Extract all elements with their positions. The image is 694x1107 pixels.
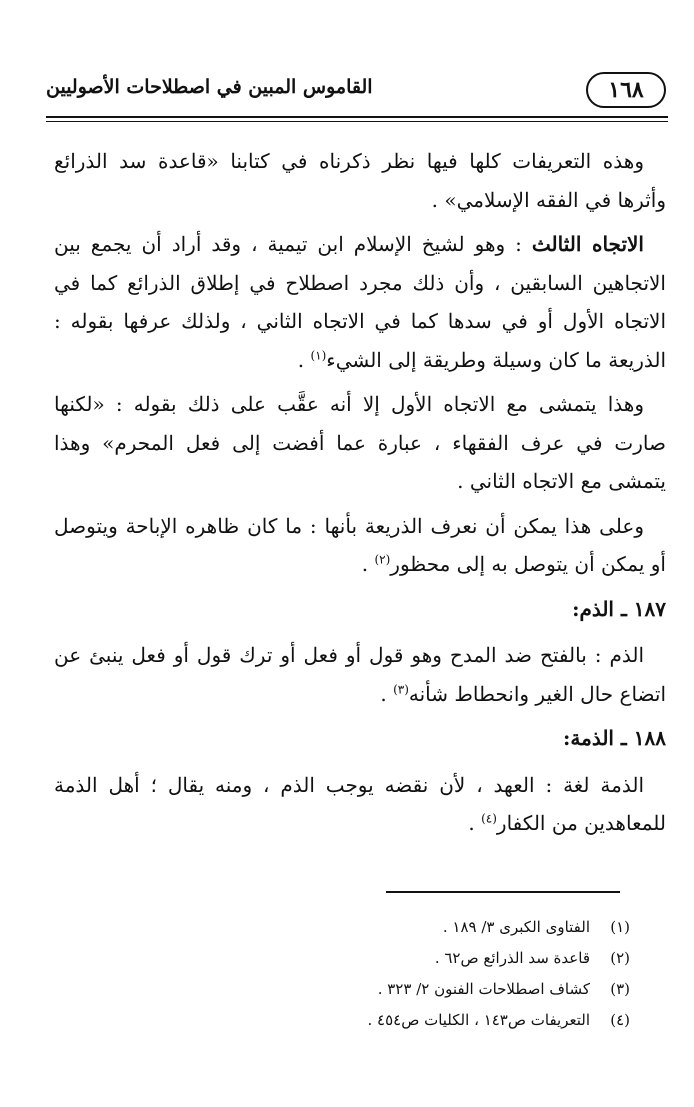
- footnote-ref-3: (٣): [393, 681, 409, 696]
- footnote-1: [160, 912, 630, 943]
- footnote-separator: [386, 891, 620, 893]
- footnote-text: الفتاوى الكبرى ٣/ ١٨٩ .: [442, 918, 590, 936]
- footnote-number: (٤): [610, 1011, 630, 1029]
- entry-187-tail: .: [380, 681, 394, 706]
- footnote-4: [160, 1005, 630, 1036]
- footnotes: [160, 912, 630, 1036]
- footnote-ref-1: (١): [310, 347, 327, 362]
- footnote-3: [160, 974, 630, 1005]
- entry-187-body: الذم : بالفتح ضد المدح وهو قول أو فعل أو ترك قول أو فعل ينبئ عن اتضاع حال الغير وانحطاط شأنه: [54, 643, 666, 706]
- paragraph-2: [54, 225, 666, 379]
- footnote-text: قاعدة سد الذرائع ص٦٢ .: [434, 949, 590, 967]
- entry-187-text: [54, 636, 666, 713]
- entry-188-tail: .: [468, 811, 482, 835]
- footnote-2: [160, 943, 630, 974]
- paragraph-1: وهذه التعريفات كلها فيها نظر ذكرناه في كتابنا «قاعدة سد الذرائع وأثرها في الفقه الإسلامي» .: [54, 149, 666, 212]
- footnote-number: (١): [610, 918, 630, 936]
- main-text: [54, 142, 666, 849]
- paragraph-2-tail: .: [297, 347, 311, 372]
- book-title: القاموس المبين في اصطلاحات الأصوليين: [46, 76, 373, 98]
- footnote-ref-2: (٢): [374, 552, 391, 567]
- paragraph-4-tail: .: [361, 552, 375, 576]
- entry-188-body: الذمة لغة : العهد ، لأن نقضه يوجب الذم ، ومنه يقال ؛ أهل الذمة للمعاهدين من الكفار: [54, 772, 666, 835]
- footnote-text: التعريفات ص١٤٣ ، الكليات ص٤٥٤ .: [367, 1011, 590, 1029]
- footnote-text: كشاف اصطلاحات الفنون ٢/ ٣٢٣ .: [377, 980, 590, 998]
- paragraph-4-text: وعلى هذا يمكن أن نعرف الذريعة بأنها : ما كان ظاهره الإباحة ويتوصل أو يمكن أن يتوصل به إلى محظور: [54, 513, 666, 576]
- entry-188-text: [54, 766, 666, 843]
- header-rule-thick: [46, 116, 668, 118]
- paragraph-3: وهذا يتمشى مع الاتجاه الأول إلا أنه عقَّب على ذلك بقوله : «لكنها صارت في عرف الفقهاء ، عبارة عما أفضت إلى فعل المحرم» وهذا يتمشى مع الاتجاه الثاني .: [54, 392, 666, 493]
- footnote-ref-4: (٤): [481, 811, 497, 826]
- page-number: ١٦٨: [586, 72, 666, 108]
- paragraph-4: [54, 507, 666, 584]
- header-rule-thin: [46, 121, 668, 122]
- entry-187-heading: ١٨٧ ـ الذم:: [572, 596, 666, 621]
- paragraph-2-lead: الاتجاه الثالث: [531, 232, 644, 256]
- footnote-number: (٢): [610, 949, 630, 967]
- footnote-number: (٣): [610, 980, 630, 998]
- paragraph-2-text: : وهو لشيخ الإسلام ابن تيمية ، وقد أراد أن يجمع بين الاتجاهين السابقين ، وأن ذلك مجرد اصطلاح في إطلاق الذرائع كما في الاتجاه الأول أو في سدها كما في الاتجاه الثاني ، ولذلك عرفها بقوله : الذريعة ما كان وسيلة وطريقة إلى الشيء: [54, 232, 666, 372]
- entry-188-heading: ١٨٨ ـ الذمة:: [563, 726, 666, 750]
- page-header: [46, 70, 666, 118]
